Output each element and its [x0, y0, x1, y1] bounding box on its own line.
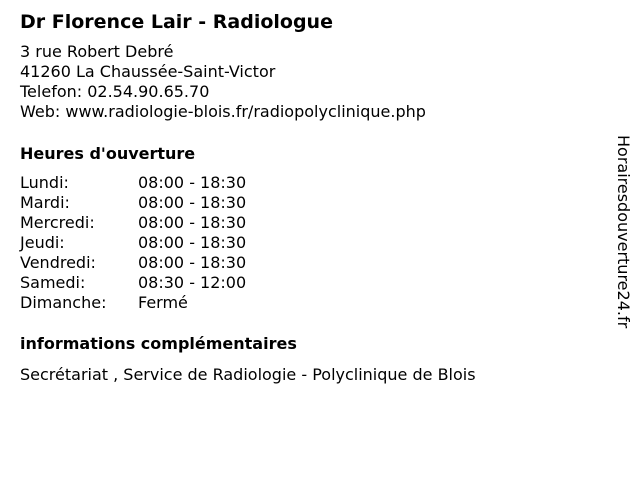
day-label: Mercredi:	[20, 213, 95, 232]
day-label: Lundi:	[20, 173, 69, 192]
contact-block	[20, 42, 600, 122]
time-range: 08:00 - 18:30	[138, 213, 247, 232]
day-label: Mardi:	[20, 193, 70, 212]
time-range: Fermé	[138, 293, 188, 312]
website-link[interactable]: Web: www.radiologie-blois.fr/radiopolyclinique.php	[20, 102, 426, 121]
phone-number: Telefon: 02.54.90.65.70	[20, 82, 210, 101]
opening-hours-table	[20, 173, 600, 313]
additional-info-heading: informations complémentaires	[20, 334, 297, 353]
time-range: 08:00 - 18:30	[138, 233, 247, 252]
hours-row-thursday	[20, 233, 600, 253]
hours-row-saturday	[20, 273, 600, 293]
day-label: Vendredi:	[20, 253, 96, 272]
hours-row-wednesday	[20, 213, 600, 233]
site-watermark	[610, 135, 636, 345]
opening-hours-heading: Heures d'ouverture	[20, 144, 196, 163]
day-label: Samedi:	[20, 273, 86, 292]
hours-row-monday	[20, 173, 600, 193]
time-range: 08:00 - 18:30	[138, 193, 247, 212]
hours-row-tuesday	[20, 193, 600, 213]
day-label: Dimanche:	[20, 293, 107, 312]
hours-row-friday	[20, 253, 600, 273]
time-range: 08:00 - 18:30	[138, 173, 247, 192]
practice-title: Dr Florence Lair - Radiologue	[20, 11, 333, 33]
address-city: 41260 La Chaussée-Saint-Victor	[20, 62, 276, 81]
hours-row-sunday	[20, 293, 600, 313]
watermark-text: Horairesdouverture24.fr	[614, 135, 633, 329]
time-range: 08:30 - 12:00	[138, 273, 247, 292]
practice-card	[20, 8, 600, 385]
additional-info-text: Secrétariat , Service de Radiologie - Polyclinique de Blois	[20, 365, 476, 384]
time-range: 08:00 - 18:30	[138, 253, 247, 272]
day-label: Jeudi:	[20, 233, 65, 252]
address-street: 3 rue Robert Debré	[20, 42, 174, 61]
